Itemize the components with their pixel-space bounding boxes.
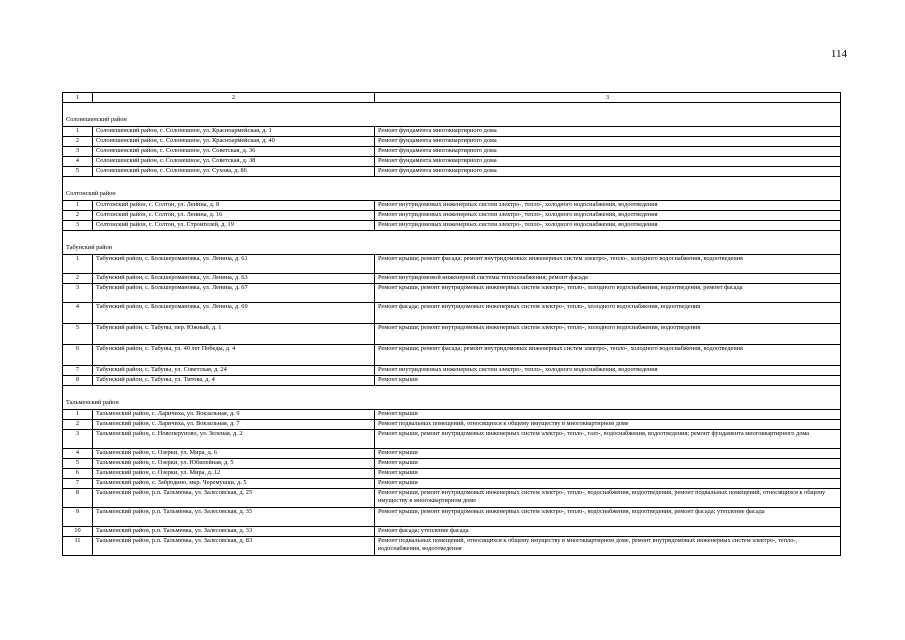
- table-row: [63, 127, 841, 137]
- row-number: 7: [63, 479, 93, 489]
- row-address: Тальменский район, р.п. Тальменка, ул. Залесовская, д. 35: [93, 508, 375, 527]
- row-work-type: Ремонт крыши: [375, 449, 841, 459]
- table-row: [63, 420, 841, 430]
- row-number: 6: [63, 469, 93, 479]
- table-row: [63, 167, 841, 177]
- row-address: Солонешенский район, с. Солонешное, ул. Советская, д. 36: [93, 147, 375, 157]
- row-number: 4: [63, 303, 93, 324]
- row-address: Тальменский район, с. Ларичиха, ул. Вокзальная, д. 9: [93, 410, 375, 420]
- row-address: Табунский район, с. Большеромановка, ул. Ленина, д. 67: [93, 284, 375, 303]
- row-work-type: Ремонт фундамента многоквартирного дома: [375, 137, 841, 147]
- row-number: 1: [63, 201, 93, 211]
- row-work-type: Ремонт крыши, ремонт внутридомовых инженерных систем электро-, тепло-, газо-, водоснабжения, водоотведения; ремонт фундамента многоквартирного дома: [375, 430, 841, 449]
- row-number: 2: [63, 274, 93, 284]
- table-row: [63, 366, 841, 376]
- page-number: 114: [830, 48, 847, 60]
- row-work-type: Ремонт внутридомовой инженерной системы теплоснабжения; ремонт фасада: [375, 274, 841, 284]
- repair-table-body: [63, 93, 841, 556]
- table-row: [63, 376, 841, 386]
- row-address: Табунский район, с. Большеромановка, ул. Ленина, д. 69: [93, 303, 375, 324]
- row-number: 6: [63, 345, 93, 366]
- row-work-type: Ремонт внутридомовых инженерных систем электро-, тепло-, холодного водоснабжения, водоотведения: [375, 201, 841, 211]
- row-work-type: Ремонт внутридомовых инженерных систем электро-, тепло-, холодного водоснабжения, водоотведения: [375, 211, 841, 221]
- row-work-type: Ремонт фасада; ремонт внутридомовых инженерных систем электро-, тепло-, холодного водоснабжения, водоотведения: [375, 303, 841, 324]
- row-address: Тальменский район, р.п. Тальменка, ул. Залесовская, д. 33: [93, 527, 375, 537]
- section-title: Тальменский район: [63, 386, 841, 410]
- row-number: 1: [63, 127, 93, 137]
- row-address: Тальменский район, с. Озерки, ул. Мира, д. 6: [93, 449, 375, 459]
- row-work-type: Ремонт крыши, ремонт внутридомовых инженерных систем электро-, тепло-, холодного водоснабжения, водоотведения, ремонт фасада: [375, 284, 841, 303]
- row-number: 7: [63, 366, 93, 376]
- row-work-type: Ремонт крыши; ремонт внутридомовых инженерных систем электро-, тепло-, холодного водоснабжения, водоотведения: [375, 324, 841, 345]
- table-row: [63, 157, 841, 167]
- row-number: 10: [63, 527, 93, 537]
- section-title: Табунский район: [63, 231, 841, 255]
- section-title: Солонешенский район: [63, 103, 841, 127]
- row-number: 8: [63, 489, 93, 508]
- header-col-1: 1: [63, 93, 93, 103]
- row-number: 2: [63, 137, 93, 147]
- row-number: 5: [63, 324, 93, 345]
- table-header-row: [63, 93, 841, 103]
- row-work-type: Ремонт внутридомовых инженерных систем электро-, тепло-, холодного водоснабжения, водоотведения: [375, 366, 841, 376]
- section-heading-row: [63, 386, 841, 410]
- row-work-type: Ремонт фасада; утепление фасада: [375, 527, 841, 537]
- row-work-type: Ремонт крыши, ремонт внутридомовых инженерных систем электро-, тепло-, водоснабжения, водоотведения, ремонт подвальных помещений, относящихся к общему имуществу в многоквартирном доме: [375, 489, 841, 508]
- table-row: [63, 324, 841, 345]
- row-work-type: Ремонт крыши, ремонт внутридомовых инженерных систем электро-, тепло-, водоснабжения, водоотведения, ремонт фасада; утепление фасада: [375, 508, 841, 527]
- table-row: [63, 508, 841, 527]
- row-address: Солтонский район, с. Солтон, ул. Строителей, д. 19: [93, 221, 375, 231]
- row-address: Тальменский район, с. Озерки, ул. Мира, д. 12: [93, 469, 375, 479]
- section-heading-row: [63, 177, 841, 201]
- row-work-type: Ремонт крыши: [375, 376, 841, 386]
- row-number: 3: [63, 284, 93, 303]
- row-number: 1: [63, 255, 93, 274]
- table-row: [63, 345, 841, 366]
- row-address: Солонешенский район, с. Солонешное, ул. Сухова, д. 86: [93, 167, 375, 177]
- table-row: [63, 303, 841, 324]
- table-row: [63, 410, 841, 420]
- row-number: 5: [63, 459, 93, 469]
- row-work-type: Ремонт внутридомовых инженерных систем электро-, тепло-, холодного водоснабжения, водоотведения: [375, 221, 841, 231]
- row-work-type: Ремонт подвальных помещений, относящихся к общему имуществу в многоквартирном доме: [375, 420, 841, 430]
- row-number: 3: [63, 430, 93, 449]
- row-work-type: Ремонт крыши: [375, 410, 841, 420]
- row-number: 2: [63, 420, 93, 430]
- row-number: 1: [63, 410, 93, 420]
- table-row: [63, 137, 841, 147]
- row-address: Табунский район, с. Табуны, ул. Титова, д. 4: [93, 376, 375, 386]
- row-number: 4: [63, 449, 93, 459]
- row-address: Тальменский район, с. Ларичиха, ул. Вокзальная, д. 7: [93, 420, 375, 430]
- row-number: 2: [63, 211, 93, 221]
- table-row: [63, 147, 841, 157]
- row-work-type: Ремонт крыши: [375, 459, 841, 469]
- table-row: [63, 430, 841, 449]
- row-address: Тальменский район, с. Новоперуново, ул. Зеленая, д. 2: [93, 430, 375, 449]
- table-row: [63, 537, 841, 556]
- row-address: Солтонский район, с. Солтон, ул. Ленина, д. 8: [93, 201, 375, 211]
- row-work-type: Ремонт крыши; ремонт фасада; ремонт внутридомовых инженерных систем электро-, тепло-, холодного водоснабжения, водоотведения: [375, 255, 841, 274]
- row-number: 3: [63, 147, 93, 157]
- row-work-type: Ремонт фундамента многоквартирного дома: [375, 167, 841, 177]
- table-row: [63, 201, 841, 211]
- row-address: Табунский район, с. Табуны, ул. Советская, д. 24: [93, 366, 375, 376]
- row-work-type: Ремонт подвальных помещений, относящихся к общему имуществу в многоквартирном доме, ремонт внутридомовых инженерных систем электро-, тепло-, водоснабжения, водоотведения: [375, 537, 841, 556]
- row-address: Солонешенский район, с. Солонешное, ул. Красноармейская, д. 1: [93, 127, 375, 137]
- row-number: 11: [63, 537, 93, 556]
- row-number: 4: [63, 157, 93, 167]
- table-row: [63, 449, 841, 459]
- row-address: Табунский район, с. Большеромановка, ул. Ленина, д. 63: [93, 274, 375, 284]
- header-col-2: 2: [93, 93, 375, 103]
- row-address: Солонешенский район, с. Солонешное, ул. Красноармейская, д. 40: [93, 137, 375, 147]
- row-address: Тальменский район, р.п. Тальменка, ул. Залесовская, д. 25: [93, 489, 375, 508]
- row-address: Табунский район, с. Табуны, ул. 40 лет Победы, д. 4: [93, 345, 375, 366]
- header-col-3: 3: [375, 93, 841, 103]
- row-address: Тальменский район, р.п. Тальменка, ул. Залесовская, д. 83: [93, 537, 375, 556]
- table-row: [63, 459, 841, 469]
- row-work-type: Ремонт крыши; ремонт фасада; ремонт внутридомовых инженерных систем электро-, тепло-, холодного водоснабжения, водоотведения: [375, 345, 841, 366]
- table-row: [63, 211, 841, 221]
- table-row: [63, 255, 841, 274]
- table-row: [63, 284, 841, 303]
- table-row: [63, 489, 841, 508]
- section-heading-row: [63, 103, 841, 127]
- row-address: Тальменский район, с. Забродино, мкр. Черемушки, д. 5: [93, 479, 375, 489]
- row-work-type: Ремонт крыши: [375, 479, 841, 489]
- row-number: 9: [63, 508, 93, 527]
- table-row: [63, 469, 841, 479]
- table-row: [63, 274, 841, 284]
- row-work-type: Ремонт крыши: [375, 469, 841, 479]
- row-address: Табунский район, с. Табуны, пер. Южный, д. 1: [93, 324, 375, 345]
- row-address: Табунский район, с. Большеромановка, ул. Ленина, д. 61: [93, 255, 375, 274]
- repair-table: [62, 92, 841, 556]
- section-title: Солтонский район: [63, 177, 841, 201]
- section-heading-row: [63, 231, 841, 255]
- table-row: [63, 221, 841, 231]
- row-work-type: Ремонт фундамента многоквартирного дома: [375, 157, 841, 167]
- row-work-type: Ремонт фундамента многоквартирного дома: [375, 147, 841, 157]
- row-number: 8: [63, 376, 93, 386]
- row-work-type: Ремонт фундамента многоквартирного дома: [375, 127, 841, 137]
- table-row: [63, 479, 841, 489]
- row-address: Солонешенский район, с. Солонешное, ул. Советская, д. 38: [93, 157, 375, 167]
- table-row: [63, 527, 841, 537]
- row-number: 5: [63, 167, 93, 177]
- row-address: Тальменский район, с. Озерки, ул. Юбилейная, д. 5: [93, 459, 375, 469]
- row-number: 3: [63, 221, 93, 231]
- row-address: Солтонский район, с. Солтон, ул. Ленина, д. 16: [93, 211, 375, 221]
